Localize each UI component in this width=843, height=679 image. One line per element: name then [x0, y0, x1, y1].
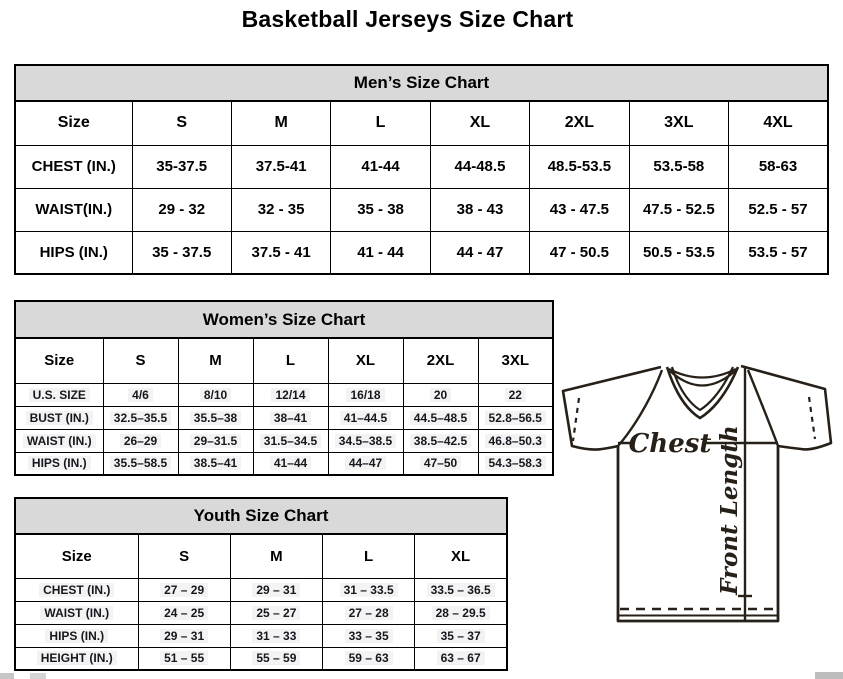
row-label: BUST (IN.) — [15, 406, 103, 429]
column-header: Size — [15, 101, 132, 145]
left-cuff-dashed-line — [573, 398, 579, 441]
table-cell: 27 – 28 — [323, 601, 415, 624]
table-cell: 44 - 47 — [430, 231, 529, 274]
table-cell: 50.5 - 53.5 — [629, 231, 728, 274]
table-cell: 29–31.5 — [178, 429, 253, 452]
table-cell: 29 – 31 — [230, 578, 322, 601]
column-header: S — [138, 534, 230, 578]
table-cell: 20 — [403, 383, 478, 406]
table-row — [15, 145, 828, 188]
table-row — [15, 383, 553, 406]
table-cell: 41–44.5 — [328, 406, 403, 429]
table-cell: 55 – 59 — [230, 647, 322, 670]
column-header: XL — [415, 534, 507, 578]
page-title: Basketball Jerseys Size Chart — [241, 6, 574, 32]
table-cell: 32.5–35.5 — [103, 406, 178, 429]
mens-chart-title: Men’s Size Chart — [14, 64, 829, 100]
table-cell: 35-37.5 — [132, 145, 231, 188]
mens-size-chart-section — [14, 64, 829, 275]
table-row — [15, 452, 553, 475]
table-cell: 4/6 — [103, 383, 178, 406]
table-cell: 31 – 33 — [230, 624, 322, 647]
table-cell: 31 – 33.5 — [323, 578, 415, 601]
table-cell: 29 - 32 — [132, 188, 231, 231]
table-cell: 38 - 43 — [430, 188, 529, 231]
row-label: WAIST(IN.) — [15, 188, 132, 231]
table-cell: 58-63 — [729, 145, 828, 188]
horizontal-scrollbar-thumb[interactable] — [815, 672, 843, 679]
table-cell: 35 - 38 — [331, 188, 430, 231]
table-cell: 44–47 — [328, 452, 403, 475]
collar-rib-curve-top — [669, 369, 736, 378]
table-cell: 25 – 27 — [230, 601, 322, 624]
front-length-label: Front Length — [716, 425, 743, 595]
womens-size-chart-section — [14, 300, 554, 476]
column-header: 2XL — [403, 338, 478, 383]
table-cell: 51 – 55 — [138, 647, 230, 670]
table-row — [15, 429, 553, 452]
row-label: WAIST (IN.) — [15, 429, 103, 452]
table-cell: 38.5–42.5 — [403, 429, 478, 452]
table-cell: 46.8–50.3 — [478, 429, 553, 452]
collar-outer-v — [667, 367, 738, 418]
table-row — [15, 647, 507, 670]
table-cell: 38–41 — [253, 406, 328, 429]
jersey-body-outline — [618, 446, 778, 621]
header-row — [15, 338, 553, 383]
column-header: L — [253, 338, 328, 383]
table-cell: 47 - 50.5 — [530, 231, 629, 274]
table-cell: 8/10 — [178, 383, 253, 406]
row-label: HIPS (IN.) — [15, 231, 132, 274]
right-cuff-dashed-line — [809, 397, 815, 439]
table-cell: 41–44 — [253, 452, 328, 475]
youth-chart-table — [14, 533, 508, 671]
column-header: M — [178, 338, 253, 383]
row-label: WAIST (IN.) — [15, 601, 138, 624]
table-cell: 24 – 25 — [138, 601, 230, 624]
header-row — [15, 534, 507, 578]
row-label: HIPS (IN.) — [15, 452, 103, 475]
table-cell: 53.5-58 — [629, 145, 728, 188]
table-cell: 33.5 – 36.5 — [415, 578, 507, 601]
header-row — [15, 101, 828, 145]
column-header: XL — [430, 101, 529, 145]
row-label: HIPS (IN.) — [15, 624, 138, 647]
column-header: 2XL — [530, 101, 629, 145]
row-label: CHEST (IN.) — [15, 145, 132, 188]
table-cell: 53.5 - 57 — [729, 231, 828, 274]
youth-size-chart-section — [14, 497, 508, 671]
table-cell: 47–50 — [403, 452, 478, 475]
size-table — [14, 100, 829, 275]
table-cell: 16/18 — [328, 383, 403, 406]
right-sleeve-seam — [748, 370, 778, 446]
table-cell: 41-44 — [331, 145, 430, 188]
table-cell: 35.5–38 — [178, 406, 253, 429]
table-cell: 37.5-41 — [231, 145, 330, 188]
table-cell: 52.5 - 57 — [729, 188, 828, 231]
table-cell: 44.5–48.5 — [403, 406, 478, 429]
table-cell: 35 - 37.5 — [132, 231, 231, 274]
table-cell: 31.5–34.5 — [253, 429, 328, 452]
table-cell: 33 – 35 — [323, 624, 415, 647]
jersey-measurement-diagram — [558, 358, 843, 630]
column-header: Size — [15, 338, 103, 383]
table-cell: 27 – 29 — [138, 578, 230, 601]
column-header: L — [323, 534, 415, 578]
table-cell: 12/14 — [253, 383, 328, 406]
horizontal-scrollbar-fragment-mid[interactable] — [30, 673, 46, 679]
column-header: 3XL — [629, 101, 728, 145]
table-cell: 41 - 44 — [331, 231, 430, 274]
table-cell: 54.3–58.3 — [478, 452, 553, 475]
table-cell: 47.5 - 52.5 — [629, 188, 728, 231]
table-cell: 35 – 37 — [415, 624, 507, 647]
table-cell: 37.5 - 41 — [231, 231, 330, 274]
column-header: Size — [15, 534, 138, 578]
table-cell: 35.5–58.5 — [103, 452, 178, 475]
column-header: M — [230, 534, 322, 578]
column-header: 4XL — [729, 101, 828, 145]
column-header: M — [231, 101, 330, 145]
mens-chart-table — [14, 100, 829, 275]
womens-chart-title: Women’s Size Chart — [14, 300, 554, 337]
table-cell: 43 - 47.5 — [530, 188, 629, 231]
column-header: 3XL — [478, 338, 553, 383]
table-cell: 59 – 63 — [323, 647, 415, 670]
right-sleeve-outline — [741, 366, 831, 449]
table-cell: 63 – 67 — [415, 647, 507, 670]
column-header: XL — [328, 338, 403, 383]
table-row — [15, 601, 507, 624]
table-cell: 22 — [478, 383, 553, 406]
row-label: HEIGHT (IN.) — [15, 647, 138, 670]
table-cell: 26–29 — [103, 429, 178, 452]
table-row — [15, 188, 828, 231]
table-cell: 52.8–56.5 — [478, 406, 553, 429]
column-header: S — [103, 338, 178, 383]
womens-chart-table — [14, 337, 554, 476]
table-cell: 48.5-53.5 — [530, 145, 629, 188]
horizontal-scrollbar-fragment-left[interactable] — [0, 673, 14, 679]
youth-chart-title: Youth Size Chart — [14, 497, 508, 533]
column-header: S — [132, 101, 231, 145]
table-cell: 28 – 29.5 — [415, 601, 507, 624]
table-cell: 38.5–41 — [178, 452, 253, 475]
table-cell: 44-48.5 — [430, 145, 529, 188]
table-row — [15, 578, 507, 601]
table-cell: 34.5–38.5 — [328, 429, 403, 452]
row-label: CHEST (IN.) — [15, 578, 138, 601]
table-row — [15, 624, 507, 647]
table-cell: 29 – 31 — [138, 624, 230, 647]
row-label: U.S. SIZE — [15, 383, 103, 406]
size-table — [14, 533, 508, 671]
chest-label: Chest — [628, 429, 712, 459]
column-header: L — [331, 101, 430, 145]
table-cell: 32 - 35 — [231, 188, 330, 231]
table-row — [15, 406, 553, 429]
size-table — [14, 337, 554, 476]
table-row — [15, 231, 828, 274]
